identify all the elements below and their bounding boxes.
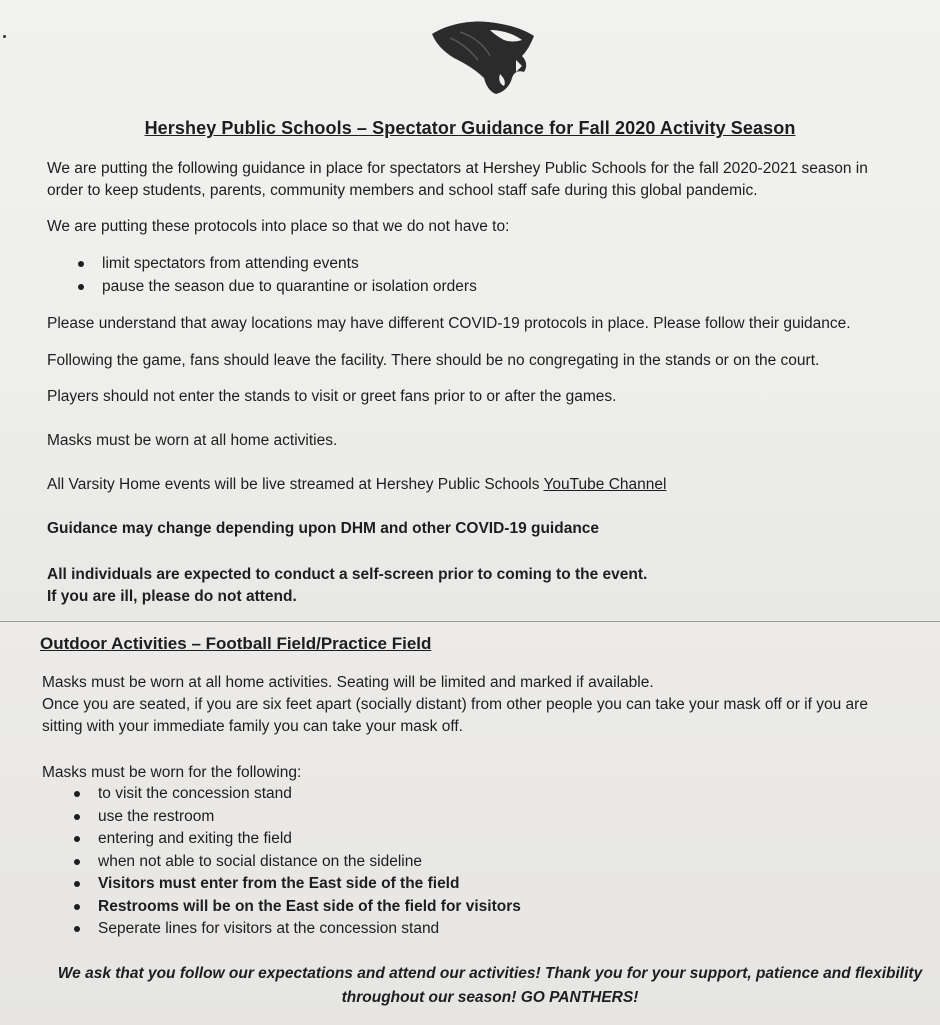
list-item: Restrooms will be on the East side of the field for visitors [72, 896, 521, 919]
self-screen-text: All individuals are expected to conduct a self-screen prior to coming to the event. [47, 566, 648, 583]
list-item: use the restroom [72, 806, 521, 829]
closing-line-2: throughout our season! GO PANTHERS! [341, 989, 639, 1006]
following-game-text: Following the game, fans should leave the facility. There should be no congregating in the stands or on the court. [47, 352, 820, 369]
document-title: Hershey Public Schools – Spectator Guidance for Fall 2020 Activity Season [144, 118, 796, 138]
speck [3, 35, 6, 38]
outdoor-section-title: Outdoor Activities – Football Field/Practice Field [40, 634, 432, 653]
closing-message [40, 962, 940, 1010]
youtube-channel-link[interactable]: YouTube Channel [543, 476, 667, 493]
panther-head-icon [430, 16, 538, 96]
outdoor-seated-line-1: Once you are seated, if you are six feet apart (socially distant) from other people you can take your mask off or if you are [42, 696, 868, 713]
stream-text-label: All Varsity Home events will be live streamed at Hershey Public Schools [47, 476, 544, 493]
masks-following-text: Masks must be worn for the following: [42, 764, 302, 781]
list-item: when not able to social distance on the sideline [72, 851, 521, 874]
list-item: pause the season due to quarantine or isolation orders [76, 276, 477, 299]
list-item: entering and exiting the field [72, 828, 521, 851]
outdoor-seated-line-2: sitting with your immediate family you can take your mask off. [42, 718, 463, 735]
closing-line-1: We ask that you follow our expectations and attend our activities! Thank you for your support, patience and flexibility [57, 965, 923, 982]
protocol-list [76, 253, 477, 298]
intro-line-1: We are putting the following guidance in place for spectators at Hershey Public Schools for the fall 2020-2021 season in [47, 160, 868, 177]
if-ill-text: If you are ill, please do not attend. [47, 588, 297, 605]
masks-home-text: Masks must be worn at all home activities. [47, 432, 338, 449]
stream-text [47, 474, 666, 496]
outdoor-masks-line: Masks must be worn at all home activities. Seating will be limited and marked if available. [42, 674, 654, 691]
protocols-intro: We are putting these protocols into place so that we do not have to: [47, 218, 510, 235]
list-item: limit spectators from attending events [76, 253, 477, 276]
guidance-change-text: Guidance may change depending upon DHM and other COVID-19 guidance [47, 520, 600, 537]
players-text: Players should not enter the stands to visit or greet fans prior to or after the games. [47, 388, 617, 405]
intro-line-2: order to keep students, parents, community members and school staff safe during this global pandemic. [47, 182, 758, 199]
away-locations-text: Please understand that away locations may have different COVID-19 protocols in place. Please follow their guidance. [47, 315, 851, 332]
list-item: Visitors must enter from the East side of the field [72, 873, 521, 896]
list-item: to visit the concession stand [72, 783, 521, 806]
list-item: Seperate lines for visitors at the concession stand [72, 918, 521, 941]
outdoor-mask-list [72, 783, 521, 941]
